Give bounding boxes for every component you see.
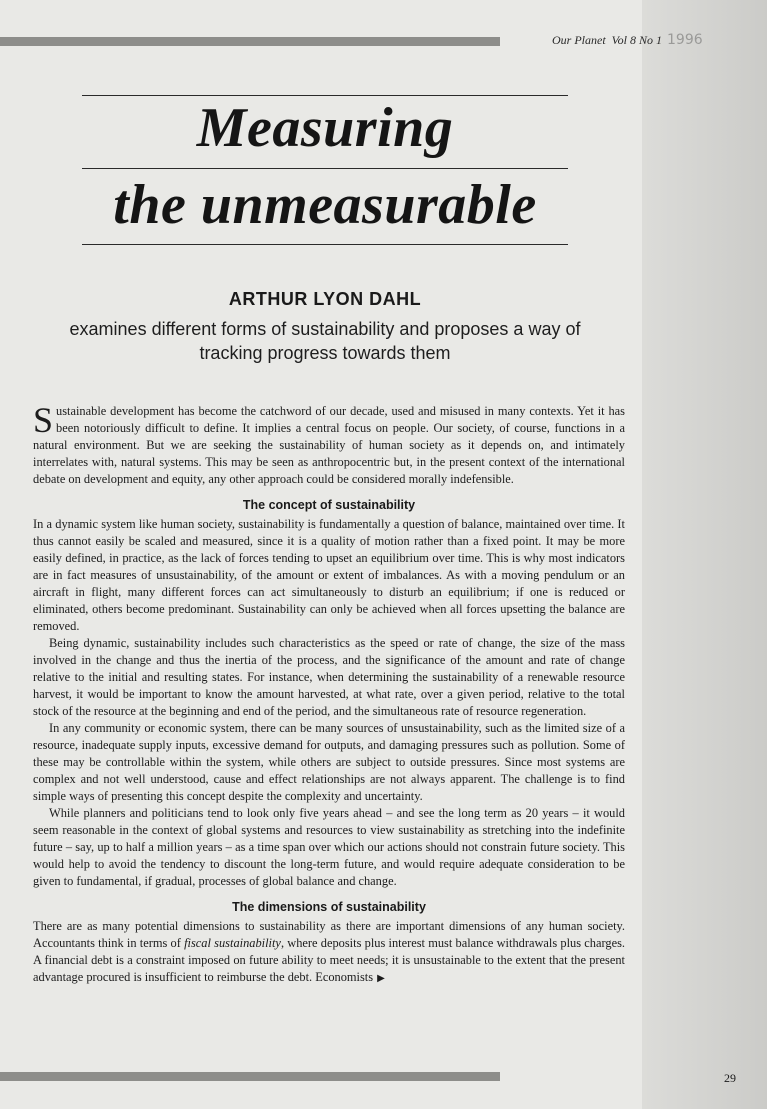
section-heading-dimensions: The dimensions of sustainability xyxy=(232,900,426,914)
body-text: , where deposits plus interest must balance withdrawals plus charges. A financial debt is a constraint imposed on future ability to meet needs; it is unsustainable to the extent that the present advantage procured is insufficient to reimburse the debt. Economists xyxy=(33,936,626,984)
body-paragraph: While planners and politicians tend to look only five years ahead – and see the long term as 20 years – it would seem reasonable in the context of global systems and resources to view sustainability as stretching into the indefinite future – say, up to half a million years – as a time span over which our actions should not constrain future society. This would help to avoid the tendency to discount the long-term future, and would require adequate consideration to be given to fundamental, if gradual, processes of global balance and change. xyxy=(33,806,625,888)
publication-year: 1996 xyxy=(667,32,703,48)
footer-bar xyxy=(0,1072,500,1081)
title-rule-bottom xyxy=(82,244,568,245)
body-paragraph: Being dynamic, sustainability includes such characteristics as the speed or rate of change, the size of the mass involved in the change and thus the inertia of the process, and the significance of the amount and rate of change relative to the initial and resulting states. For instance, when determining the sustainability of a renewable resource harvest, it would be important to know the amount harvested, at what rate, over a given period, relative to the total stock of the resource at the beginning and end of the period, and the simultaneous rate of resource regeneration. xyxy=(33,636,625,718)
section-heading-concept: The concept of sustainability xyxy=(242,498,416,512)
title-rule-top xyxy=(82,95,568,96)
emphasis-term: fiscal sustainability xyxy=(184,936,281,950)
body-paragraph: In any community or economic system, there can be many sources of unsustainability, such as the limited size of a resource, inadequate supply inputs, excessive demand for outputs, and damaging pressures such as pollution. Some of these may be controllable within the system, while others are subject to outside pressures. Since most systems are complex and not well understood, cause and effect relationships are not always apparent. The challenge is to find simple ways of presenting this concept despite the complexity and uncertainty. xyxy=(33,721,625,803)
publication-name: Our Planet xyxy=(552,33,606,47)
body-paragraph xyxy=(33,918,625,987)
intro-text: ustainable development has become the catchword of our decade, used and misused in many contexts. Yet it has been notoriously difficult to define. It implies a central focus on people. Our society, of course, functions in a natural environment. But we are seeking the sustainability of human society as it depends on, and intimately interrelates with, natural systems. This may be seen as anthropocentric but, in the present context of the international debate on development and equity, any other approach could be considered morally indefensible. xyxy=(33,404,625,486)
drop-cap: S xyxy=(33,400,54,440)
running-head xyxy=(552,32,764,48)
volume-issue: Vol 8 No 1 xyxy=(611,33,663,47)
body-text: There are as many potential dimensions to sustainability as there are important dimensions of any human society. Accountants think in terms of xyxy=(33,919,625,950)
standfirst: examines different forms of sustainability and proposes a way of tracking progress towards them xyxy=(69,319,581,363)
title-line-1: Measuring xyxy=(196,97,454,159)
page-number: 29 xyxy=(724,1071,736,1085)
article-body xyxy=(33,400,626,987)
author-name: ARTHUR LYON DAHL xyxy=(228,289,422,309)
intro-paragraph xyxy=(33,400,625,488)
title-rule-middle xyxy=(82,168,568,169)
continue-arrow-icon: ▶ xyxy=(377,973,385,984)
page-edge-shade xyxy=(642,0,767,1109)
title-line-2: the unmeasurable xyxy=(113,174,537,236)
header-bar xyxy=(0,37,500,46)
body-paragraph: In a dynamic system like human society, sustainability is fundamentally a question of balance, maintained over time. It thus cannot easily be scaled and measured, since it is a quality of motion rather than a fixed point. It may be more easily defined, in practice, as the lack of forces tending to upset an equilibrium over time. This is why most indicators are in fact measures of unsustainability, of the amount or extent of imbalances. As with a moving pendulum or an aircraft in flight, many different forces can act simultaneously to disturb an equilibrium; if one is reduced or eliminated, others become predominant. Sustainability can only be achieved when all forces upsetting the balance are removed. xyxy=(33,517,625,633)
